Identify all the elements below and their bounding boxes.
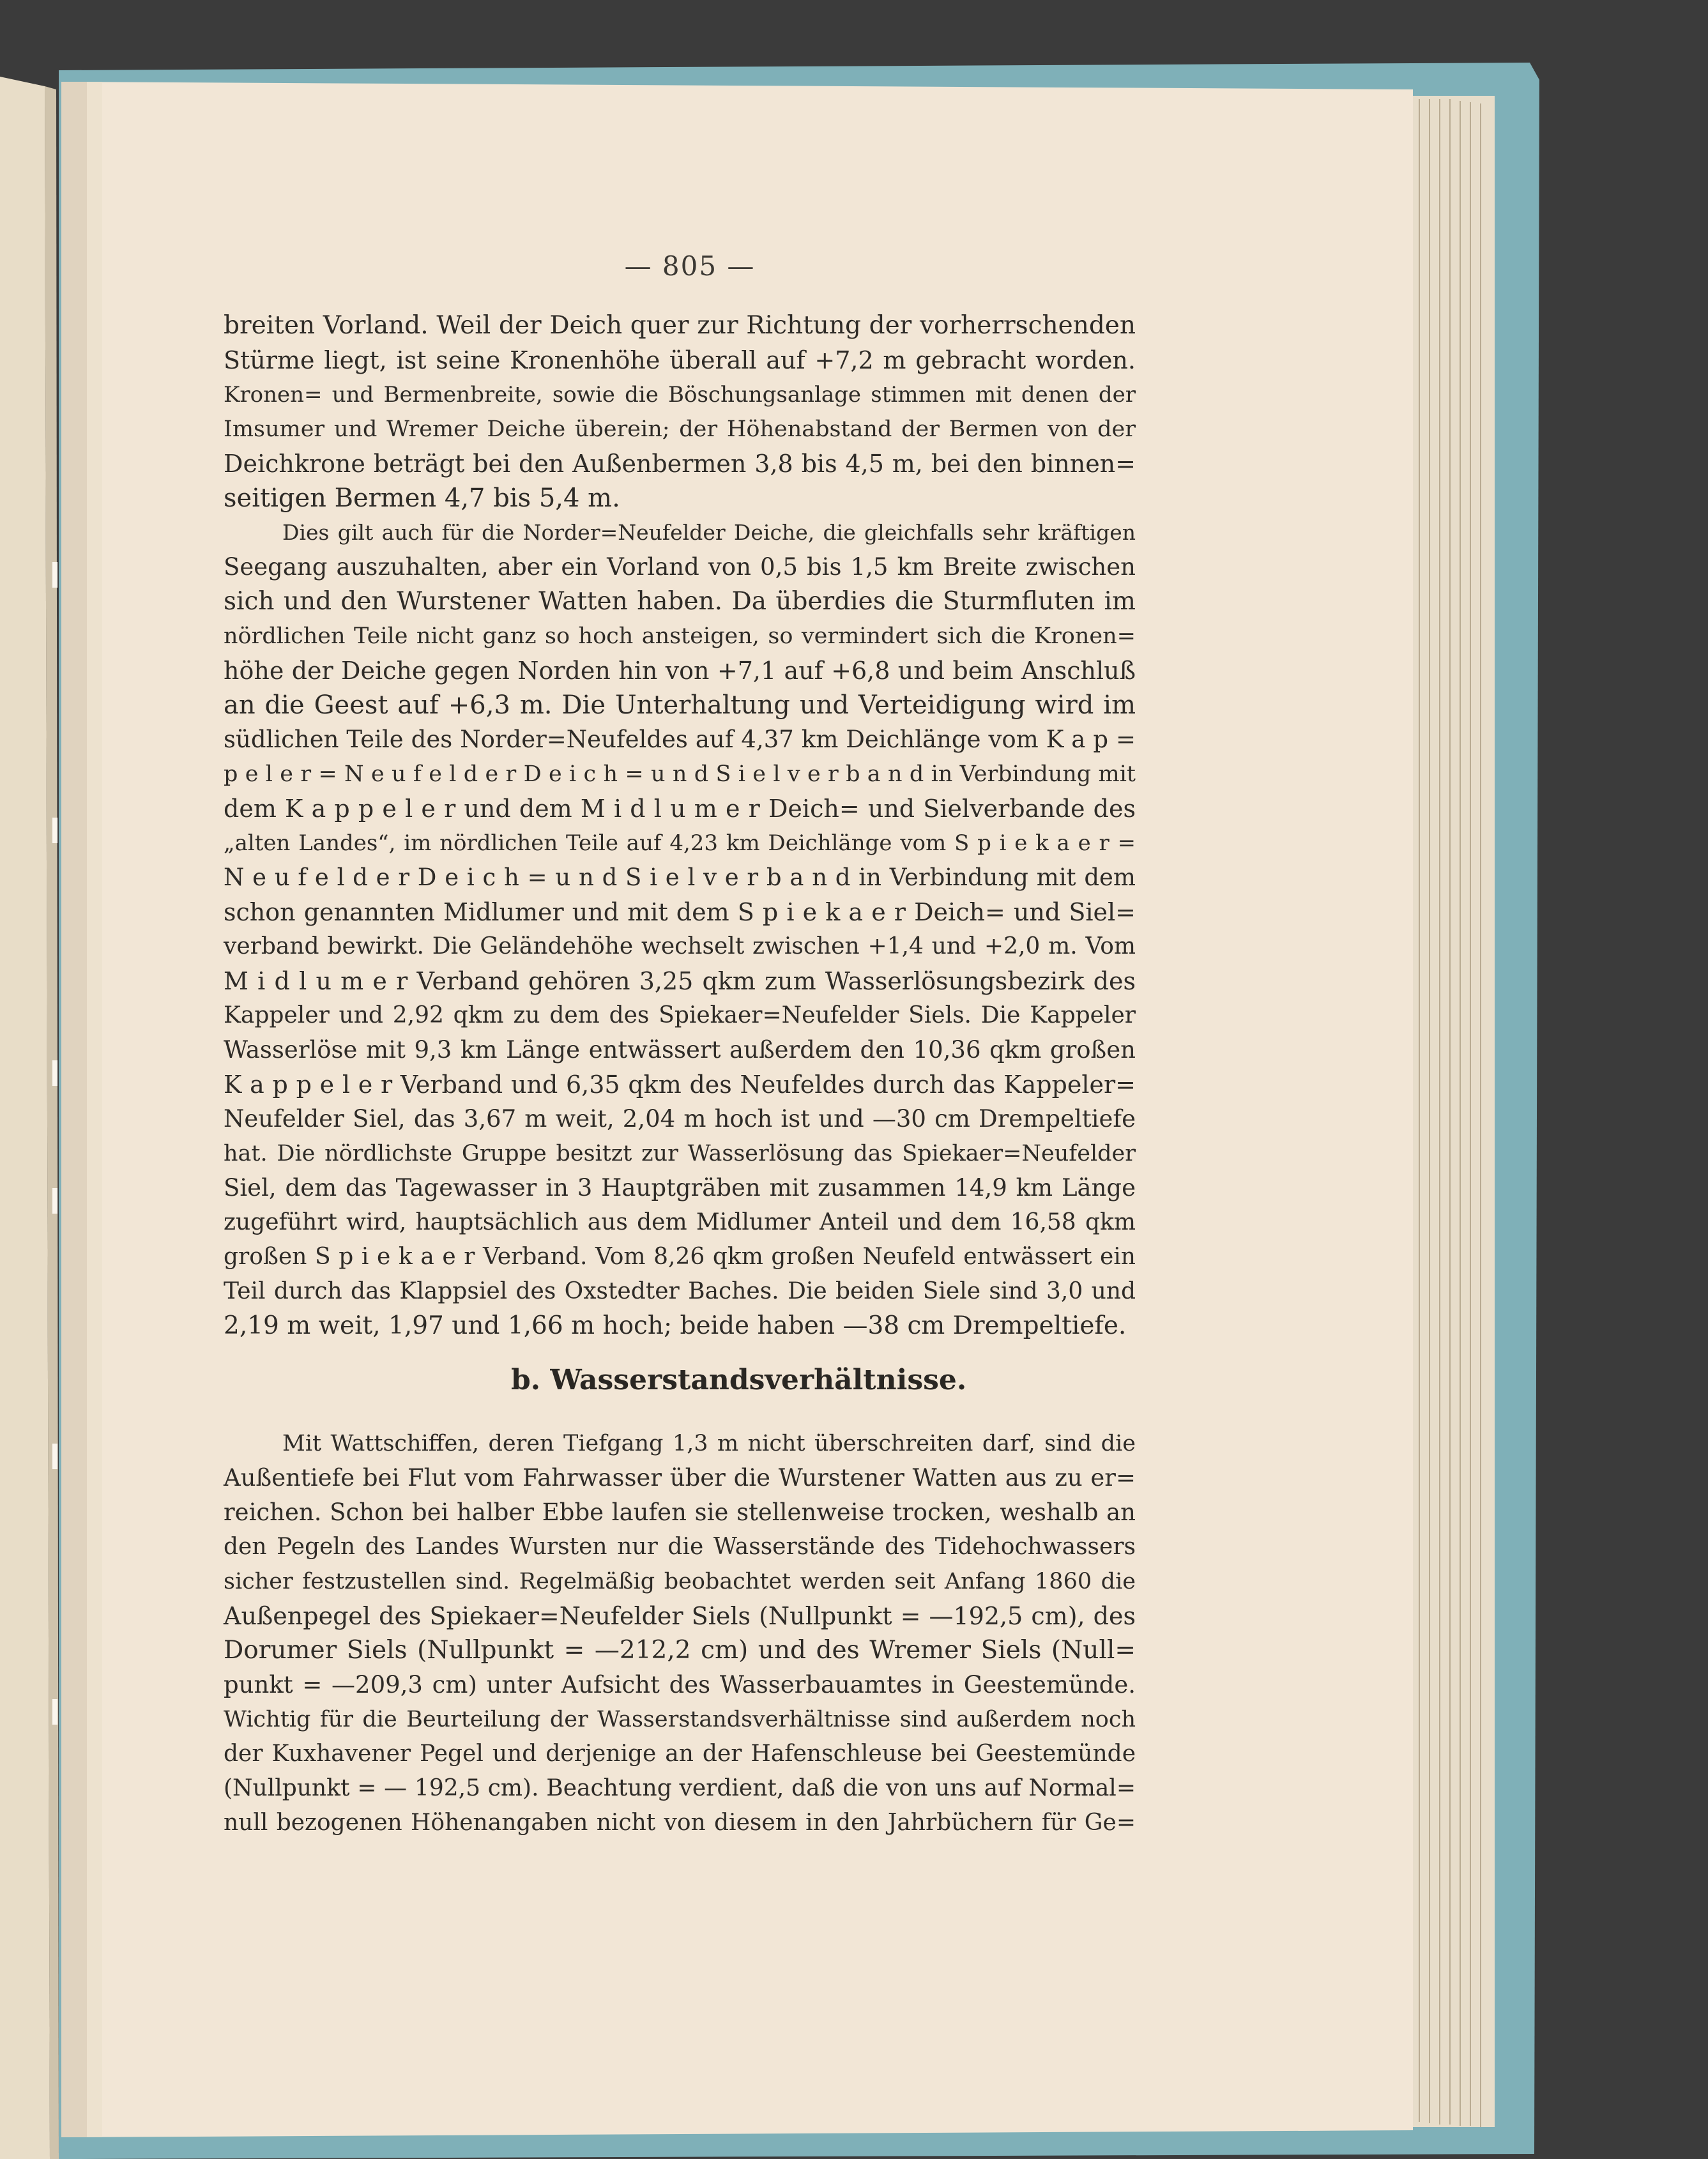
text-line: nördlichen Teile nicht ganz so hoch ansteigen, so vermindert sich die Kronen=: [224, 623, 1136, 649]
page-number: — 805 —: [624, 250, 756, 282]
text-line: dem K a p p e l e r und dem M i d l u m e r Deich= und Sielverbande des: [224, 795, 1136, 823]
text-line: Wichtig für die Beurteilung der Wasserstandsverhältnisse sind außerdem noch: [224, 1707, 1136, 1732]
text-line: der Kuxhavener Pegel und derjenige an der Hafenschleuse bei Geestemünde: [224, 1741, 1136, 1767]
text-line: „alten Landes“, im nördlichen Teile auf 4,23 km Deichlänge vom S p i e k a e r =: [224, 830, 1136, 856]
text-line: Neufelder Siel, das 3,67 m weit, 2,04 m hoch ist und —30 cm Drempeltiefe: [224, 1105, 1136, 1133]
text-line: großen S p i e k a e r Verband. Vom 8,26 qkm großen Neufeld entwässert ein: [224, 1244, 1136, 1270]
text-line: Dies gilt auch für die Norder=Neufelder Deiche, die gleichfalls sehr kräftigen: [282, 520, 1136, 545]
text-line: K a p p e l e r Verband und 6,35 qkm des Neufeldes durch das Kappeler=: [224, 1071, 1136, 1099]
text-line: Teil durch das Klappsiel des Oxstedter Baches. Die beiden Siele sind 3,0 und: [224, 1278, 1136, 1304]
text-line: Seegang auszuhalten, aber ein Vorland von 0,5 bis 1,5 km Breite zwischen: [224, 553, 1136, 581]
text-line: sich und den Wurstener Watten haben. Da überdies die Sturmfluten im: [224, 587, 1136, 616]
text-line: M i d l u m e r Verband gehören 3,25 qkm zum Wasserlösungsbezirk des: [224, 967, 1136, 995]
text-line: Außentiefe bei Flut vom Fahrwasser über die Wurstener Watten aus zu er=: [224, 1464, 1136, 1491]
text-line: den Pegeln des Landes Wursten nur die Wasserstände des Tidehochwassers: [224, 1534, 1136, 1560]
text-line: schon genannten Midlumer und mit dem S p i e k a e r Deich= und Siel=: [224, 898, 1136, 926]
text-line: Dorumer Siels (Nullpunkt = —212,2 cm) und des Wremer Siels (Null=: [224, 1636, 1136, 1665]
text-line: Stürme liegt, ist seine Kronenhöhe überall auf +7,2 m gebracht worden.: [224, 346, 1136, 374]
text-line: verband bewirkt. Die Geländehöhe wechselt zwischen +1,4 und +2,0 m. Vom: [224, 933, 1136, 959]
text-line: Deichkrone beträgt bei den Außenbermen 3,8 bis 4,5 m, bei den binnen=: [224, 450, 1136, 478]
text-line: breiten Vorland. Weil der Deich quer zur Richtung der vorherrschenden: [224, 311, 1136, 340]
text-line: Außenpegel des Spiekaer=Neufelder Siels (Nullpunkt = —192,5 cm), des: [224, 1602, 1136, 1630]
text-line: Wasserlöse mit 9,3 km Länge entwässert außerdem den 10,36 qkm großen: [224, 1036, 1136, 1064]
text-line: Kappeler und 2,92 qkm zu dem des Spiekaer=Neufelder Siels. Die Kappeler: [224, 1002, 1136, 1028]
text-line: (Nullpunkt = — 192,5 cm). Beachtung verdient, daß die von uns auf Normal=: [224, 1775, 1136, 1801]
text-line: an die Geest auf +6,3 m. Die Unterhaltung und Verteidigung wird im: [224, 690, 1136, 720]
text-line: Imsumer und Wremer Deiche überein; der Höhenabstand der Bermen von der: [224, 416, 1136, 442]
text-line: punkt = —209,3 cm) unter Aufsicht des Wasserbauamtes in Geestemünde.: [224, 1671, 1136, 1698]
text-line: sicher festzustellen sind. Regelmäßig beobachtet werden seit Anfang 1860 die: [224, 1569, 1136, 1594]
text-line: null bezogenen Höhenangaben nicht von diesem in den Jahrbüchern für Ge=: [224, 1810, 1136, 1836]
text-line: hat. Die nördlichste Gruppe besitzt zur Wasserlösung das Spiekaer=Neufelder: [224, 1141, 1136, 1166]
text-line: 2,19 m weit, 1,97 und 1,66 m hoch; beide haben —38 cm Drempeltiefe.: [224, 1311, 1127, 1340]
text-line: südlichen Teile des Norder=Neufeldes auf 4,37 km Deichlänge vom K a p =: [224, 726, 1136, 753]
text-line: höhe der Deiche gegen Norden hin von +7,1 auf +6,8 und beim Anschluß: [224, 657, 1136, 685]
text-line: seitigen Bermen 4,7 bis 5,4 m.: [224, 484, 620, 513]
section-heading: b. Wasserstandsverhältnisse.: [511, 1364, 967, 1396]
text-line: Kronen= und Bermenbreite, sowie die Böschungsanlage stimmen mit denen der: [224, 382, 1136, 408]
text-line: p e l e r = N e u f e l d e r D e i c h = u n d S i e l v e r b a n d in Verbindung mit: [224, 761, 1136, 787]
text-line: N e u f e l d e r D e i c h = u n d S i e l v e r b a n d in Verbindung mit dem: [224, 864, 1136, 891]
text-line: reichen. Schon bei halber Ebbe laufen sie stellenweise trocken, weshalb an: [224, 1499, 1136, 1526]
text-line: Siel, dem das Tagewasser in 3 Hauptgräben mit zusammen 14,9 km Länge: [224, 1174, 1136, 1202]
text-line: zugeführt wird, hauptsächlich aus dem Midlumer Anteil und dem 16,58 qkm: [224, 1209, 1136, 1235]
text-line: Mit Wattschiffen, deren Tiefgang 1,3 m nicht überschreiten darf, sind die: [282, 1431, 1136, 1456]
